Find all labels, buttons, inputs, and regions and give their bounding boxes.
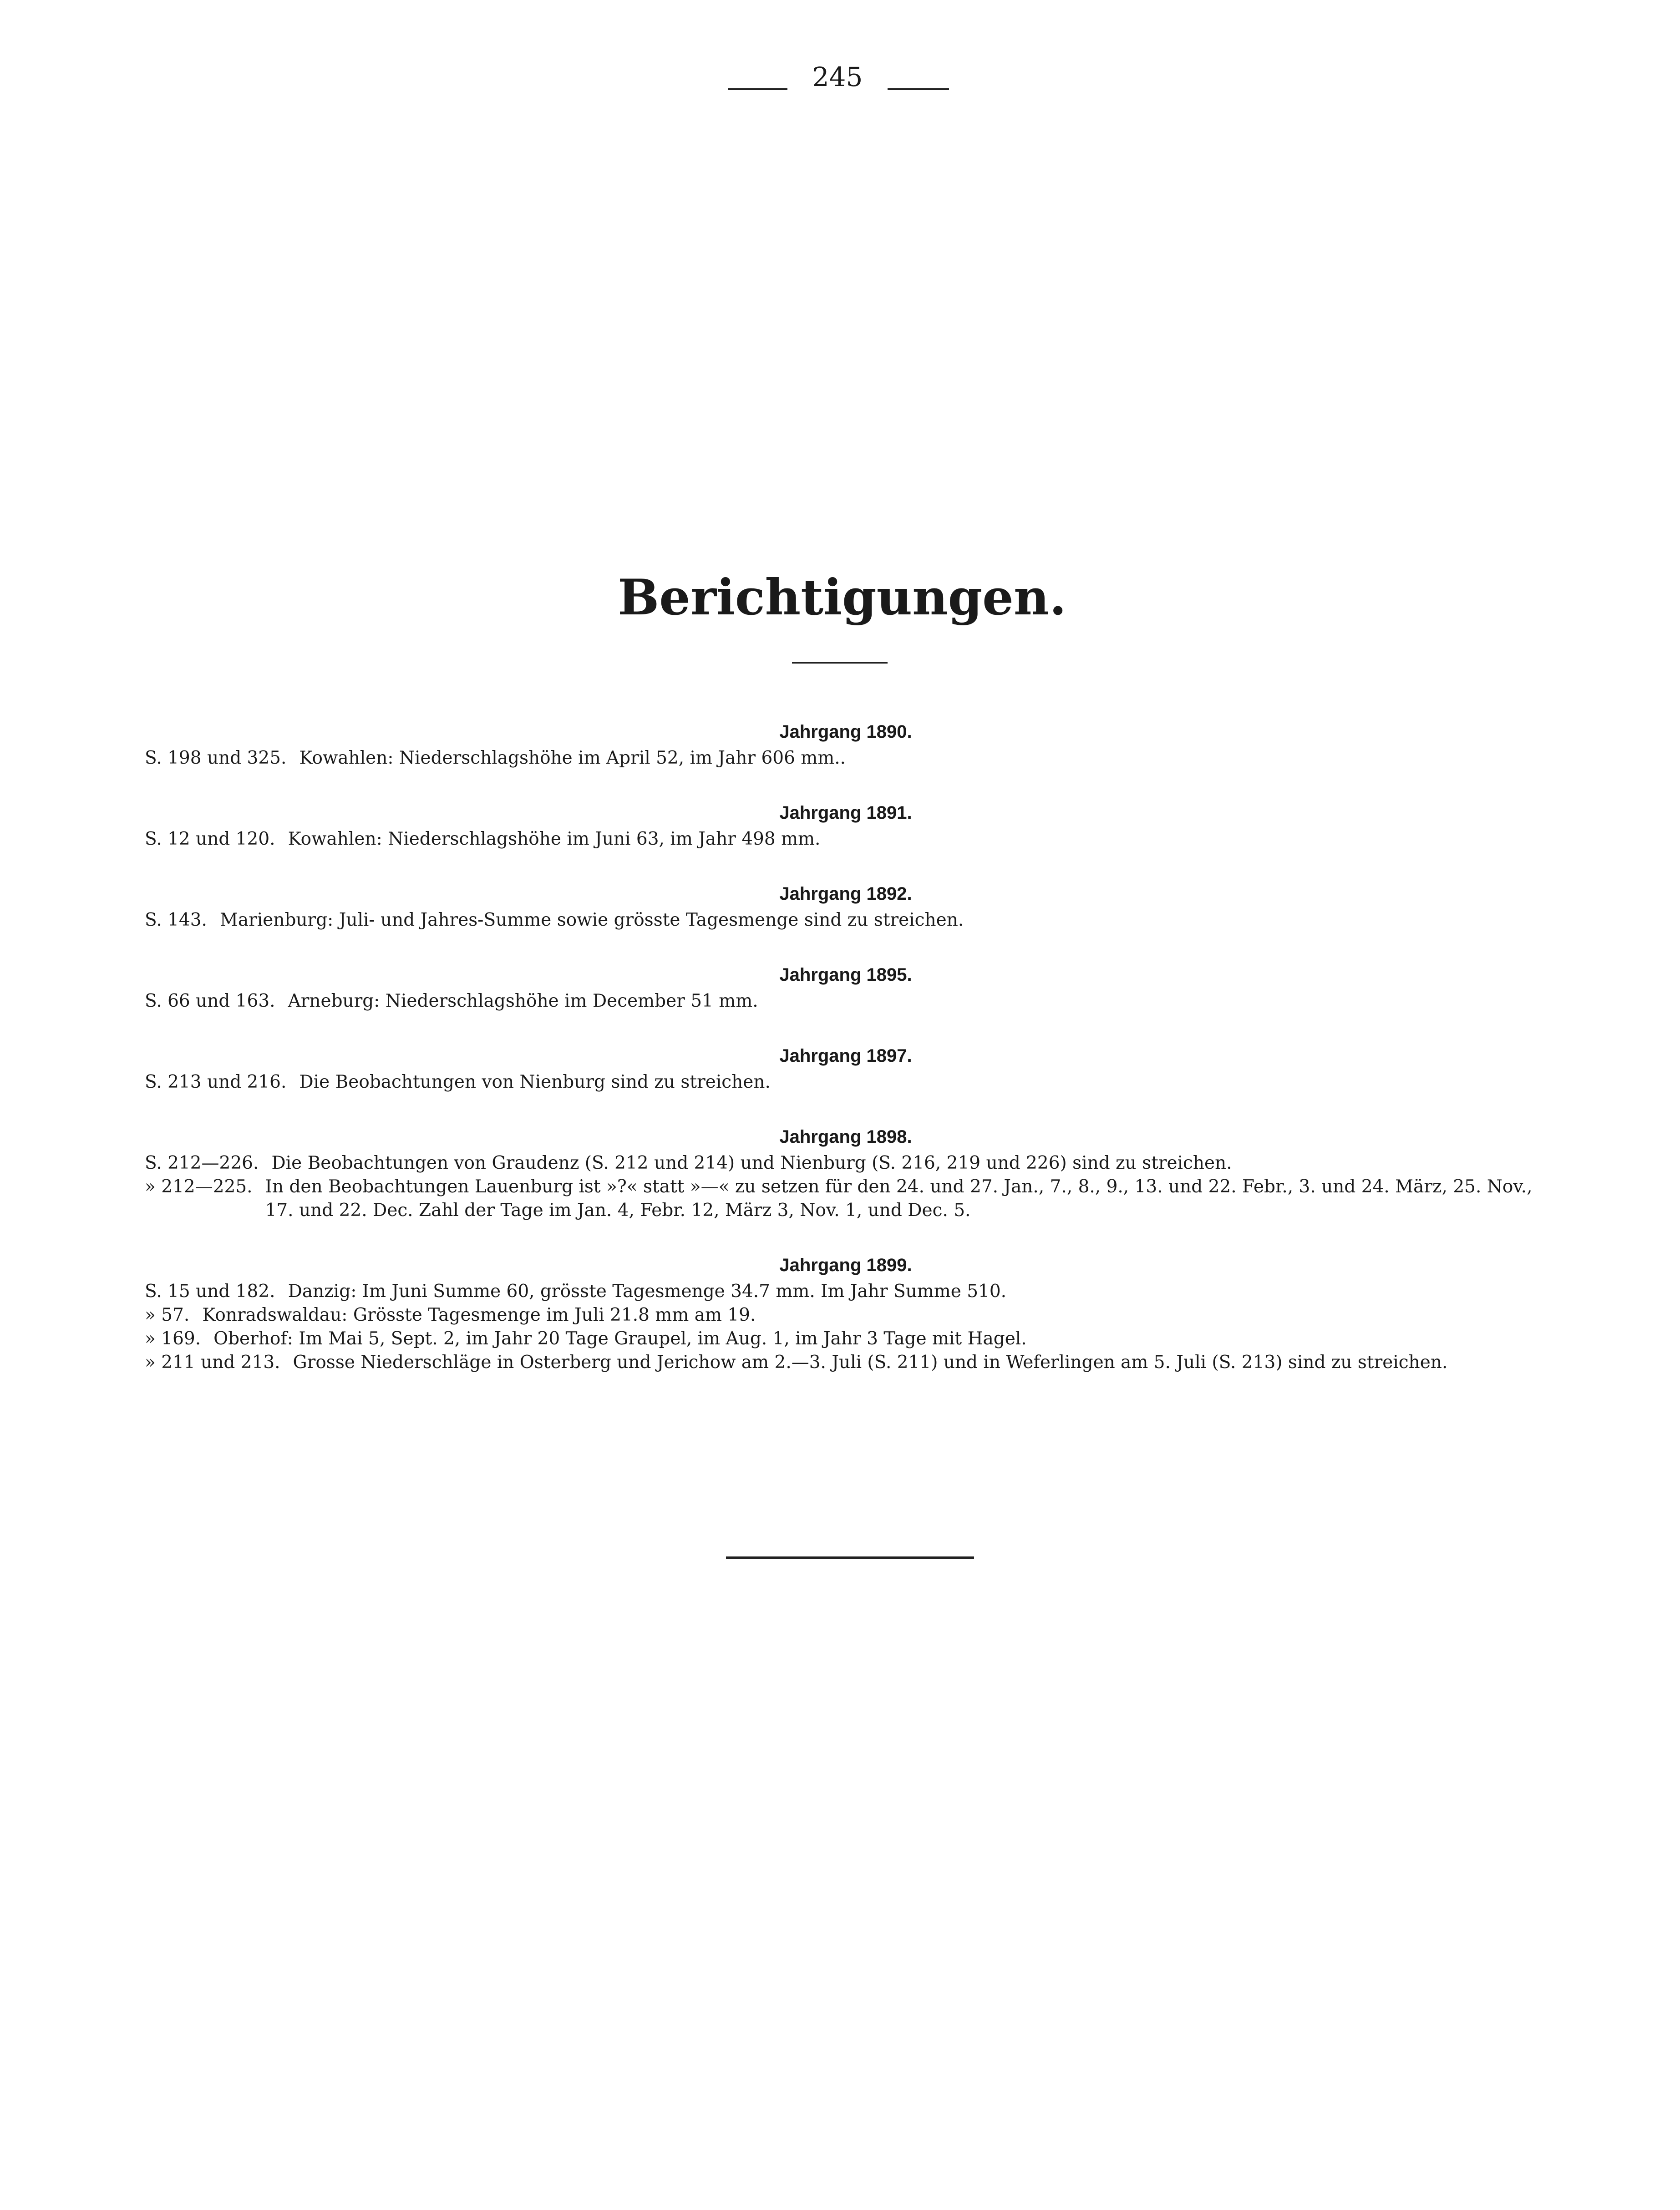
correction-text: Kowahlen: Niederschlagshöhe im Juni 63, im Jahr 498 mm. xyxy=(288,829,821,849)
correction-entry xyxy=(145,746,1547,770)
year-heading: Jahrgang 1898. xyxy=(779,1127,912,1147)
correction-entry xyxy=(145,1327,1547,1351)
correction-entry xyxy=(145,1303,1547,1327)
correction-text: Kowahlen: Niederschlagshöhe im April 52, im Jahr 606 mm.. xyxy=(299,748,846,768)
page-reference: S. 66 und 163. xyxy=(145,991,275,1011)
page-reference: S. 198 und 325. xyxy=(145,748,287,768)
end-rule xyxy=(726,1556,974,1559)
year-heading: Jahrgang 1891. xyxy=(779,803,912,823)
page-reference: S. 212—226. xyxy=(145,1153,259,1173)
correction-text: Konradswaldau: Grösste Tagesmenge im Juli 21.8 mm am 19. xyxy=(202,1305,756,1325)
correction-text: In den Beobachtungen Lauenburg ist »?« statt »—« zu setzen für den 24. und 27. Jan., 7., 8., 9., 13. und 22. Febr., 3. und 24. März, 25. Nov., 17. und 22. Dec. Zahl der Tage im Jan. 4, Febr. 12, März 3, Nov. 1, und Dec. 5. xyxy=(265,1176,1533,1221)
section-1899 xyxy=(145,1252,1547,1374)
year-heading: Jahrgang 1895. xyxy=(779,965,912,985)
page-reference: » 211 und 213. xyxy=(145,1352,280,1373)
correction-text: Oberhof: Im Mai 5, Sept. 2, im Jahr 20 Tage Graupel, im Aug. 1, im Jahr 3 Tage mit Hagel. xyxy=(213,1328,1027,1349)
year-heading: Jahrgang 1890. xyxy=(779,722,912,742)
year-heading: Jahrgang 1897. xyxy=(779,1046,912,1066)
page-reference: S. 143. xyxy=(145,910,207,930)
page-title: Berichtigungen. xyxy=(617,569,1067,626)
page-reference: S. 12 und 120. xyxy=(145,829,275,849)
correction-entry xyxy=(145,827,1547,851)
year-heading: Jahrgang 1899. xyxy=(779,1255,912,1275)
title-rule xyxy=(792,662,888,664)
year-heading: Jahrgang 1892. xyxy=(779,884,912,904)
correction-text: Die Beobachtungen von Nienburg sind zu streichen. xyxy=(299,1072,771,1092)
correction-text: Marienburg: Juli- und Jahres-Summe sowie grösste Tagesmenge sind zu streichen. xyxy=(219,910,964,930)
page-reference: S. 213 und 216. xyxy=(145,1072,287,1092)
correction-entry xyxy=(145,1151,1547,1175)
page-reference: » 212—225. xyxy=(145,1176,253,1197)
correction-text: Arneburg: Niederschlagshöhe im December 51 mm. xyxy=(288,991,758,1011)
page-reference: S. 15 und 182. xyxy=(145,1281,275,1302)
section-1898 xyxy=(145,1124,1547,1222)
correction-entry xyxy=(145,989,1547,1013)
correction-entry xyxy=(145,1070,1547,1094)
page-reference: » 169. xyxy=(145,1328,201,1349)
correction-text: Grosse Niederschläge in Osterberg und Jerichow am 2.—3. Juli (S. 211) und in Weferlingen am 5. Juli (S. 213) sind zu streichen. xyxy=(293,1352,1448,1373)
section-1897 xyxy=(145,1043,1547,1094)
page-number: 245 xyxy=(812,61,863,92)
correction-entry xyxy=(145,1280,1547,1303)
correction-text: Danzig: Im Juni Summe 60, grösste Tagesmenge 34.7 mm. Im Jahr Summe 510. xyxy=(288,1281,1007,1302)
section-1890 xyxy=(145,719,1547,770)
page-number-rule-left xyxy=(728,88,787,90)
correction-text: Die Beobachtungen von Graudenz (S. 212 und 214) und Nienburg (S. 216, 219 und 226) sind zu streichen. xyxy=(271,1153,1232,1173)
correction-entry xyxy=(145,1175,1547,1222)
correction-entry xyxy=(145,908,1547,932)
correction-entry xyxy=(145,1351,1547,1374)
section-1891 xyxy=(145,800,1547,851)
section-1895 xyxy=(145,962,1547,1013)
corrections-list xyxy=(145,719,1547,1404)
section-1892 xyxy=(145,881,1547,932)
page-number-rule-right xyxy=(888,88,949,90)
page-reference: » 57. xyxy=(145,1305,190,1325)
